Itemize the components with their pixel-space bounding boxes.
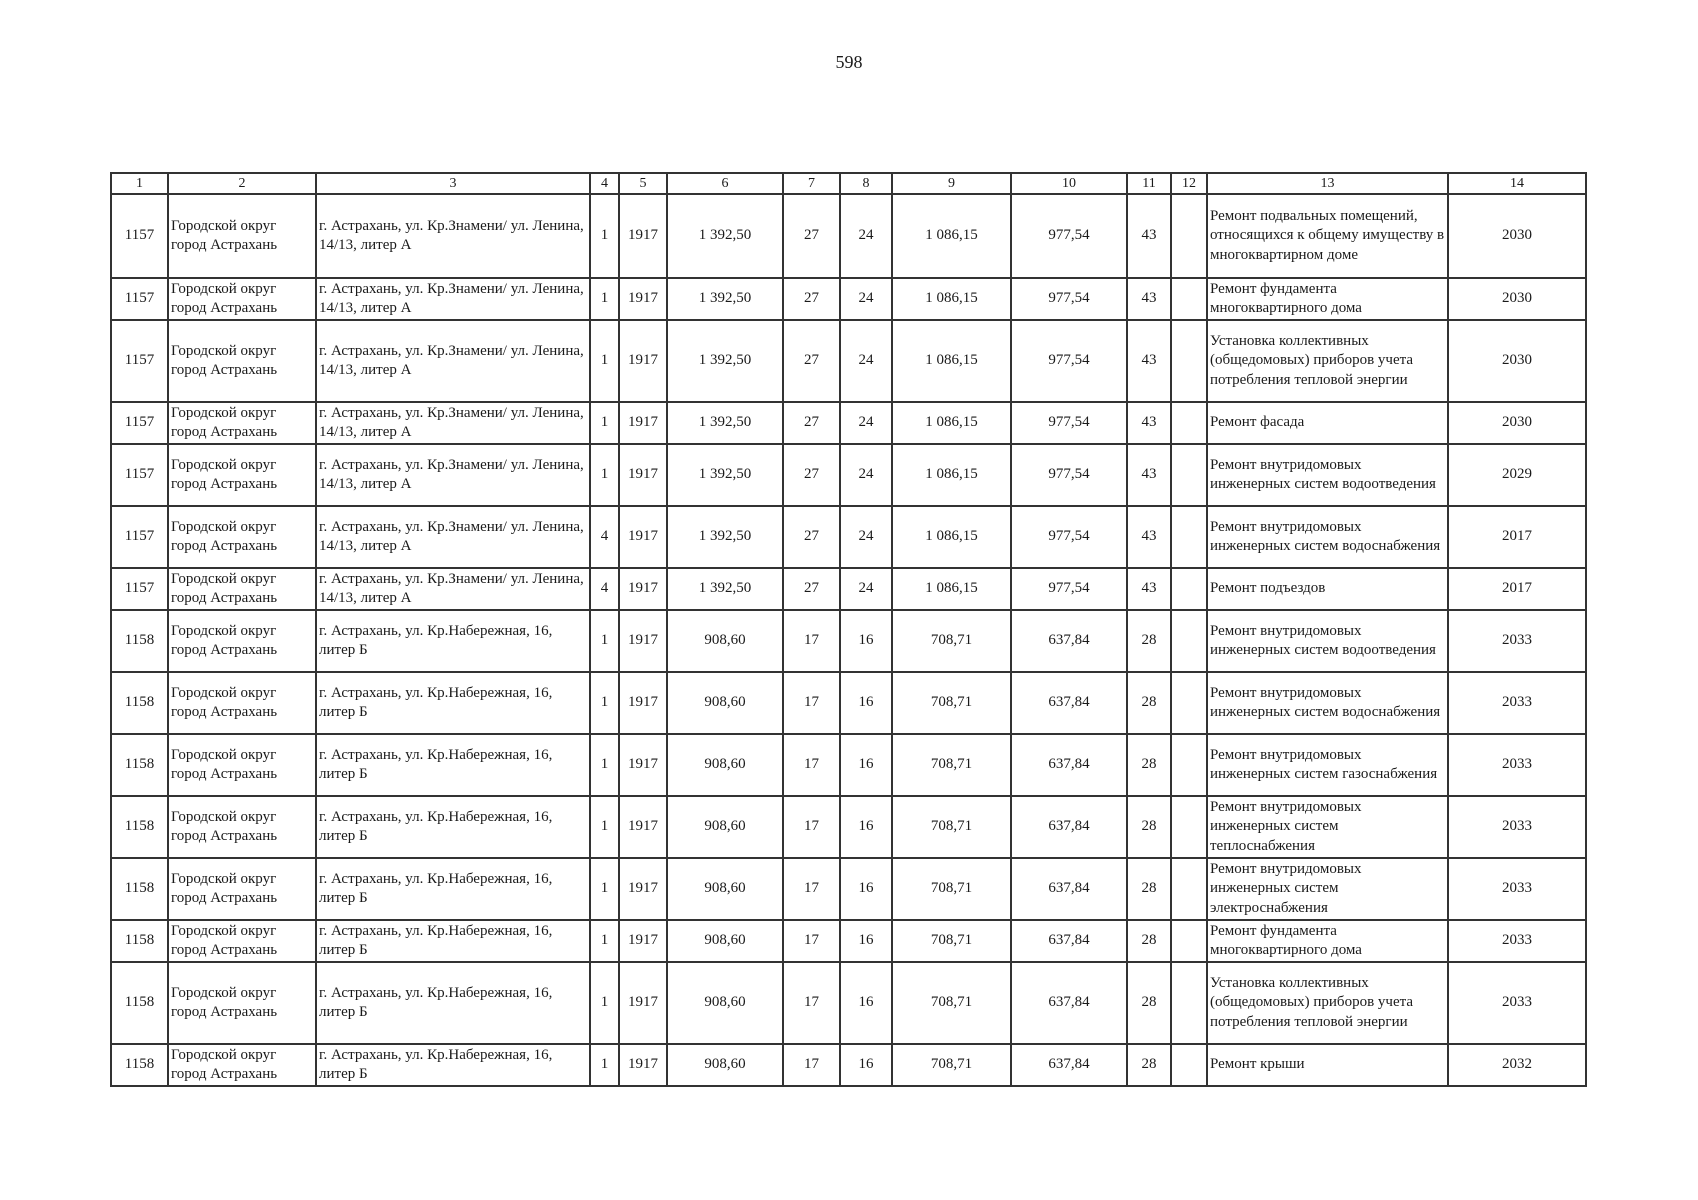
col-5-cell: 1917 <box>619 962 667 1044</box>
col-4-cell: 1 <box>590 734 619 796</box>
planned-year-cell: 2030 <box>1448 402 1586 444</box>
col-12-cell <box>1171 796 1207 858</box>
col-12-cell <box>1171 506 1207 568</box>
col-7-cell: 27 <box>783 568 840 610</box>
col-4-cell: 1 <box>590 962 619 1044</box>
work-type-cell: Ремонт внутридомовых инженерных систем электроснабжения <box>1207 858 1448 920</box>
column-number: 2 <box>168 173 316 194</box>
col-12-cell <box>1171 610 1207 672</box>
planned-year-cell: 2033 <box>1448 920 1586 962</box>
col-12-cell <box>1171 320 1207 402</box>
col-9-cell: 1 086,15 <box>892 568 1011 610</box>
col-4-cell: 1 <box>590 194 619 278</box>
col-8-cell: 16 <box>840 734 892 796</box>
col-4-cell: 1 <box>590 672 619 734</box>
col-10-cell: 637,84 <box>1011 734 1127 796</box>
municipality-cell: Городской округ город Астрахань <box>168 194 316 278</box>
col-5-cell: 1917 <box>619 444 667 506</box>
col-12-cell <box>1171 962 1207 1044</box>
work-type-cell: Ремонт внутридомовых инженерных систем теплоснабжения <box>1207 796 1448 858</box>
address-cell: г. Астрахань, ул. Кр.Набережная, 16, литер Б <box>316 962 590 1044</box>
col-6-cell: 1 392,50 <box>667 444 783 506</box>
col-9-cell: 708,71 <box>892 920 1011 962</box>
municipality-cell: Городской округ город Астрахань <box>168 444 316 506</box>
col-8-cell: 24 <box>840 278 892 320</box>
col-9-cell: 708,71 <box>892 962 1011 1044</box>
col-5-cell: 1917 <box>619 610 667 672</box>
col-7-cell: 17 <box>783 920 840 962</box>
col-7-cell: 17 <box>783 610 840 672</box>
col-7-cell: 17 <box>783 796 840 858</box>
col-5-cell: 1917 <box>619 402 667 444</box>
col-6-cell: 908,60 <box>667 734 783 796</box>
planned-year-cell: 2033 <box>1448 796 1586 858</box>
col-12-cell <box>1171 278 1207 320</box>
address-cell: г. Астрахань, ул. Кр.Знамени/ ул. Ленина, 14/13, литер А <box>316 320 590 402</box>
col-11-cell: 43 <box>1127 320 1171 402</box>
work-type-cell: Ремонт подъездов <box>1207 568 1448 610</box>
col-4-cell: 1 <box>590 444 619 506</box>
col-7-cell: 17 <box>783 672 840 734</box>
col-8-cell: 24 <box>840 320 892 402</box>
address-cell: г. Астрахань, ул. Кр.Набережная, 16, литер Б <box>316 610 590 672</box>
col-7-cell: 27 <box>783 444 840 506</box>
col-4-cell: 1 <box>590 1044 619 1086</box>
col-5-cell: 1917 <box>619 796 667 858</box>
table-row <box>111 402 1586 444</box>
col-10-cell: 637,84 <box>1011 796 1127 858</box>
table-row <box>111 734 1586 796</box>
table-body <box>111 194 1586 1086</box>
municipality-cell: Городской округ город Астрахань <box>168 568 316 610</box>
col-4-cell: 4 <box>590 506 619 568</box>
col-8-cell: 24 <box>840 506 892 568</box>
col-5-cell: 1917 <box>619 506 667 568</box>
table-row <box>111 962 1586 1044</box>
col-12-cell <box>1171 734 1207 796</box>
col-10-cell: 977,54 <box>1011 320 1127 402</box>
col-5-cell: 1917 <box>619 672 667 734</box>
col-7-cell: 17 <box>783 962 840 1044</box>
municipality-cell: Городской округ город Астрахань <box>168 1044 316 1086</box>
col-4-cell: 1 <box>590 920 619 962</box>
work-type-cell: Ремонт внутридомовых инженерных систем водоснабжения <box>1207 506 1448 568</box>
table-row <box>111 858 1586 920</box>
record-number-cell: 1157 <box>111 444 168 506</box>
table-row <box>111 610 1586 672</box>
col-9-cell: 708,71 <box>892 672 1011 734</box>
col-8-cell: 24 <box>840 444 892 506</box>
municipality-cell: Городской округ город Астрахань <box>168 320 316 402</box>
col-5-cell: 1917 <box>619 920 667 962</box>
planned-year-cell: 2030 <box>1448 278 1586 320</box>
col-11-cell: 43 <box>1127 444 1171 506</box>
record-number-cell: 1157 <box>111 506 168 568</box>
address-cell: г. Астрахань, ул. Кр.Набережная, 16, литер Б <box>316 920 590 962</box>
col-9-cell: 708,71 <box>892 734 1011 796</box>
col-11-cell: 28 <box>1127 672 1171 734</box>
column-number: 4 <box>590 173 619 194</box>
work-type-cell: Установка коллективных (общедомовых) приборов учета потребления тепловой энергии <box>1207 320 1448 402</box>
address-cell: г. Астрахань, ул. Кр.Знамени/ ул. Ленина, 14/13, литер А <box>316 278 590 320</box>
col-9-cell: 1 086,15 <box>892 278 1011 320</box>
table-row <box>111 278 1586 320</box>
planned-year-cell: 2032 <box>1448 1044 1586 1086</box>
col-11-cell: 28 <box>1127 920 1171 962</box>
col-9-cell: 708,71 <box>892 796 1011 858</box>
col-9-cell: 708,71 <box>892 1044 1011 1086</box>
address-cell: г. Астрахань, ул. Кр.Набережная, 16, литер Б <box>316 796 590 858</box>
col-5-cell: 1917 <box>619 278 667 320</box>
record-number-cell: 1158 <box>111 920 168 962</box>
col-6-cell: 908,60 <box>667 858 783 920</box>
planned-year-cell: 2030 <box>1448 320 1586 402</box>
col-9-cell: 1 086,15 <box>892 444 1011 506</box>
col-6-cell: 1 392,50 <box>667 194 783 278</box>
col-11-cell: 28 <box>1127 734 1171 796</box>
col-11-cell: 43 <box>1127 506 1171 568</box>
col-6-cell: 1 392,50 <box>667 278 783 320</box>
col-11-cell: 43 <box>1127 278 1171 320</box>
col-6-cell: 1 392,50 <box>667 320 783 402</box>
col-10-cell: 977,54 <box>1011 402 1127 444</box>
col-11-cell: 28 <box>1127 858 1171 920</box>
col-6-cell: 908,60 <box>667 920 783 962</box>
col-10-cell: 637,84 <box>1011 1044 1127 1086</box>
column-number: 3 <box>316 173 590 194</box>
col-12-cell <box>1171 194 1207 278</box>
col-8-cell: 24 <box>840 568 892 610</box>
municipality-cell: Городской округ город Астрахань <box>168 734 316 796</box>
col-4-cell: 1 <box>590 858 619 920</box>
col-10-cell: 637,84 <box>1011 672 1127 734</box>
record-number-cell: 1158 <box>111 962 168 1044</box>
col-5-cell: 1917 <box>619 320 667 402</box>
col-10-cell: 637,84 <box>1011 610 1127 672</box>
col-4-cell: 1 <box>590 610 619 672</box>
col-5-cell: 1917 <box>619 858 667 920</box>
work-type-cell: Установка коллективных (общедомовых) приборов учета потребления тепловой энергии <box>1207 962 1448 1044</box>
col-12-cell <box>1171 672 1207 734</box>
record-number-cell: 1158 <box>111 610 168 672</box>
col-7-cell: 17 <box>783 1044 840 1086</box>
col-10-cell: 977,54 <box>1011 444 1127 506</box>
column-number-row <box>111 173 1586 194</box>
col-6-cell: 908,60 <box>667 1044 783 1086</box>
page-number: 598 <box>835 52 863 72</box>
col-11-cell: 43 <box>1127 194 1171 278</box>
municipality-cell: Городской округ город Астрахань <box>168 858 316 920</box>
col-4-cell: 1 <box>590 278 619 320</box>
col-11-cell: 43 <box>1127 402 1171 444</box>
col-4-cell: 4 <box>590 568 619 610</box>
planned-year-cell: 2033 <box>1448 672 1586 734</box>
record-number-cell: 1157 <box>111 194 168 278</box>
col-12-cell <box>1171 568 1207 610</box>
planned-year-cell: 2017 <box>1448 568 1586 610</box>
col-4-cell: 1 <box>590 796 619 858</box>
col-8-cell: 16 <box>840 1044 892 1086</box>
column-number: 5 <box>619 173 667 194</box>
table-row <box>111 1044 1586 1086</box>
col-8-cell: 16 <box>840 962 892 1044</box>
table-row <box>111 672 1586 734</box>
col-12-cell <box>1171 1044 1207 1086</box>
work-type-cell: Ремонт фасада <box>1207 402 1448 444</box>
address-cell: г. Астрахань, ул. Кр.Знамени/ ул. Ленина, 14/13, литер А <box>316 444 590 506</box>
col-8-cell: 24 <box>840 194 892 278</box>
table-row <box>111 444 1586 506</box>
col-9-cell: 1 086,15 <box>892 320 1011 402</box>
col-10-cell: 977,54 <box>1011 568 1127 610</box>
col-7-cell: 17 <box>783 734 840 796</box>
col-7-cell: 27 <box>783 278 840 320</box>
col-6-cell: 1 392,50 <box>667 506 783 568</box>
col-9-cell: 1 086,15 <box>892 506 1011 568</box>
column-number: 11 <box>1127 173 1171 194</box>
record-number-cell: 1157 <box>111 568 168 610</box>
col-6-cell: 908,60 <box>667 962 783 1044</box>
column-number: 7 <box>783 173 840 194</box>
record-number-cell: 1158 <box>111 672 168 734</box>
municipality-cell: Городской округ город Астрахань <box>168 962 316 1044</box>
col-11-cell: 28 <box>1127 796 1171 858</box>
column-number: 10 <box>1011 173 1127 194</box>
planned-year-cell: 2033 <box>1448 962 1586 1044</box>
col-8-cell: 16 <box>840 672 892 734</box>
planned-year-cell: 2030 <box>1448 194 1586 278</box>
column-number: 6 <box>667 173 783 194</box>
col-6-cell: 908,60 <box>667 672 783 734</box>
municipality-cell: Городской округ город Астрахань <box>168 610 316 672</box>
table-row <box>111 796 1586 858</box>
record-number-cell: 1157 <box>111 402 168 444</box>
record-number-cell: 1158 <box>111 1044 168 1086</box>
table-row <box>111 194 1586 278</box>
col-5-cell: 1917 <box>619 1044 667 1086</box>
address-cell: г. Астрахань, ул. Кр.Знамени/ ул. Ленина, 14/13, литер А <box>316 194 590 278</box>
column-number: 8 <box>840 173 892 194</box>
address-cell: г. Астрахань, ул. Кр.Знамени/ ул. Ленина, 14/13, литер А <box>316 402 590 444</box>
record-number-cell: 1158 <box>111 734 168 796</box>
record-number-cell: 1158 <box>111 796 168 858</box>
col-7-cell: 27 <box>783 194 840 278</box>
col-6-cell: 908,60 <box>667 796 783 858</box>
table-row <box>111 568 1586 610</box>
planned-year-cell: 2033 <box>1448 610 1586 672</box>
planned-year-cell: 2033 <box>1448 858 1586 920</box>
col-11-cell: 43 <box>1127 568 1171 610</box>
work-type-cell: Ремонт фундамента многоквартирного дома <box>1207 278 1448 320</box>
address-cell: г. Астрахань, ул. Кр.Знамени/ ул. Ленина, 14/13, литер А <box>316 568 590 610</box>
col-6-cell: 908,60 <box>667 610 783 672</box>
table-row <box>111 506 1586 568</box>
planned-year-cell: 2029 <box>1448 444 1586 506</box>
col-12-cell <box>1171 402 1207 444</box>
address-cell: г. Астрахань, ул. Кр.Набережная, 16, литер Б <box>316 1044 590 1086</box>
col-10-cell: 637,84 <box>1011 920 1127 962</box>
col-5-cell: 1917 <box>619 194 667 278</box>
col-8-cell: 24 <box>840 402 892 444</box>
table-row <box>111 320 1586 402</box>
address-cell: г. Астрахань, ул. Кр.Набережная, 16, литер Б <box>316 734 590 796</box>
work-type-cell: Ремонт внутридомовых инженерных систем водоснабжения <box>1207 672 1448 734</box>
col-10-cell: 977,54 <box>1011 194 1127 278</box>
col-9-cell: 1 086,15 <box>892 402 1011 444</box>
work-type-cell: Ремонт внутридомовых инженерных систем водоотведения <box>1207 444 1448 506</box>
col-9-cell: 708,71 <box>892 610 1011 672</box>
col-10-cell: 637,84 <box>1011 962 1127 1044</box>
address-cell: г. Астрахань, ул. Кр.Набережная, 16, литер Б <box>316 672 590 734</box>
col-10-cell: 637,84 <box>1011 858 1127 920</box>
work-type-cell: Ремонт фундамента многоквартирного дома <box>1207 920 1448 962</box>
col-6-cell: 1 392,50 <box>667 568 783 610</box>
column-number: 13 <box>1207 173 1448 194</box>
municipality-cell: Городской округ город Астрахань <box>168 506 316 568</box>
col-11-cell: 28 <box>1127 1044 1171 1086</box>
address-cell: г. Астрахань, ул. Кр.Набережная, 16, литер Б <box>316 858 590 920</box>
column-number: 9 <box>892 173 1011 194</box>
municipality-cell: Городской округ город Астрахань <box>168 278 316 320</box>
col-8-cell: 16 <box>840 920 892 962</box>
column-number: 1 <box>111 173 168 194</box>
col-8-cell: 16 <box>840 796 892 858</box>
col-7-cell: 27 <box>783 320 840 402</box>
col-8-cell: 16 <box>840 610 892 672</box>
municipality-cell: Городской округ город Астрахань <box>168 402 316 444</box>
record-number-cell: 1158 <box>111 858 168 920</box>
col-9-cell: 1 086,15 <box>892 194 1011 278</box>
col-4-cell: 1 <box>590 320 619 402</box>
column-number: 14 <box>1448 173 1586 194</box>
col-11-cell: 28 <box>1127 610 1171 672</box>
col-12-cell <box>1171 444 1207 506</box>
col-6-cell: 1 392,50 <box>667 402 783 444</box>
col-10-cell: 977,54 <box>1011 506 1127 568</box>
col-7-cell: 27 <box>783 506 840 568</box>
repair-program-table <box>110 172 1587 1087</box>
address-cell: г. Астрахань, ул. Кр.Знамени/ ул. Ленина, 14/13, литер А <box>316 506 590 568</box>
table-row <box>111 920 1586 962</box>
col-5-cell: 1917 <box>619 734 667 796</box>
planned-year-cell: 2017 <box>1448 506 1586 568</box>
work-type-cell: Ремонт подвальных помещений, относящихся к общему имуществу в многоквартирном доме <box>1207 194 1448 278</box>
col-11-cell: 28 <box>1127 962 1171 1044</box>
col-10-cell: 977,54 <box>1011 278 1127 320</box>
col-8-cell: 16 <box>840 858 892 920</box>
col-5-cell: 1917 <box>619 568 667 610</box>
record-number-cell: 1157 <box>111 278 168 320</box>
col-12-cell <box>1171 858 1207 920</box>
col-7-cell: 17 <box>783 858 840 920</box>
col-9-cell: 708,71 <box>892 858 1011 920</box>
municipality-cell: Городской округ город Астрахань <box>168 920 316 962</box>
col-12-cell <box>1171 920 1207 962</box>
municipality-cell: Городской округ город Астрахань <box>168 796 316 858</box>
column-number: 12 <box>1171 173 1207 194</box>
col-7-cell: 27 <box>783 402 840 444</box>
planned-year-cell: 2033 <box>1448 734 1586 796</box>
work-type-cell: Ремонт крыши <box>1207 1044 1448 1086</box>
record-number-cell: 1157 <box>111 320 168 402</box>
work-type-cell: Ремонт внутридомовых инженерных систем водоотведения <box>1207 610 1448 672</box>
work-type-cell: Ремонт внутридомовых инженерных систем газоснабжения <box>1207 734 1448 796</box>
col-4-cell: 1 <box>590 402 619 444</box>
municipality-cell: Городской округ город Астрахань <box>168 672 316 734</box>
